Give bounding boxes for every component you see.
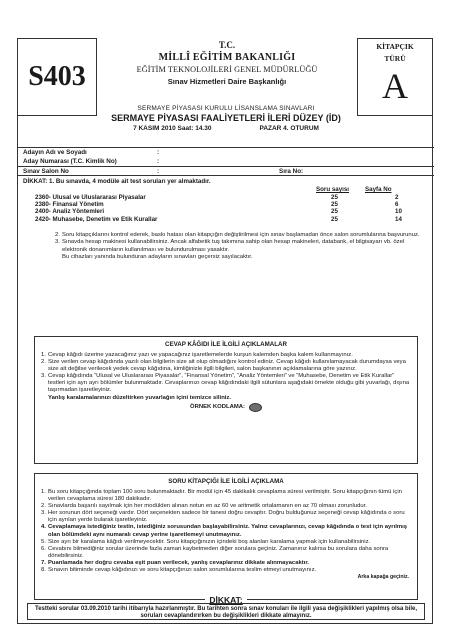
booklet-item-text: Bu soru kitapçığında toplam 100 soru bulunmaktadır. Bir modül için 45 dakikalık cevaplama süresi verilmiştir. Soru kitapçığının tümü için verilen cevaplama süresi 180 dakikadır. (48, 489, 402, 503)
exam-info (18, 105, 434, 132)
bottom-warning-text: Testteki sorular 03.09.2010 tarihi itibarıyla hazırlanmıştır. Bu tarihten sonra sınav konuları ile ilgili yasa değişiklikleri yapılmış olsa bile, soruları cevaplandırırken bu değişiklikleri dikkate almayınız. (34, 606, 418, 619)
directorate-name: EĞİTİM TEKNOLOJİLERİ GENEL MÜDÜRLÜĞÜ (136, 65, 318, 74)
candidate-hall-colon: : (157, 168, 160, 175)
booklet-info-item (41, 539, 411, 546)
seat-label: Sıra No: (279, 168, 304, 175)
header (102, 40, 352, 86)
booklet-info-item (41, 560, 411, 567)
candidate-name-colon: : (157, 149, 160, 156)
answer-sheet-item (41, 373, 411, 394)
top-note-number: 3. (55, 239, 60, 246)
exam-schedule (18, 125, 434, 132)
top-note (55, 232, 427, 239)
bottom-warning-box (27, 603, 425, 620)
booklet-item-number: 1. (41, 489, 46, 495)
example-coding (41, 403, 411, 412)
booklet-label-1: KİTAPÇIK (376, 42, 414, 51)
booklet-item-text: Puanlamada her doğru cevaba eşit puan verilecek, yanlış cevaplarınız dikkate alınmayacaktır. (48, 559, 309, 566)
header-tc: T.C. (218, 40, 236, 50)
module-page-number: 14 (395, 215, 402, 223)
module-page-number: 6 (395, 201, 399, 209)
answer-item-text: Size verilen cevap kâğıdında yazılı olan bilgilerin size ait olup olmadığını kontrol ediniz. Cevap kâğıdı kullanılamayacak durumdaysa veya size ait değilse verilecek yedek cevap kâğıdına, kimliğinizle ilgili bilgileri, salon başkanının açıklamalarına göre yazınız. (48, 359, 406, 373)
module-question-count: 25 (331, 201, 338, 209)
exam-date-time: 7 KASIM 2010 Saat: 14.30 (133, 125, 212, 132)
booklet-item-number: 7. (41, 559, 46, 566)
back-cover-note: Arka kapağa geçiniz. (357, 574, 409, 581)
warning-text: DİKKAT: 1. Bu sınavda, 4 modüle ait test soruları yer almaktadır. (23, 178, 211, 185)
booklet-info-title: SORU KİTAPÇIĞI İLE İLGİLİ AÇIKLAMA (168, 478, 284, 485)
module-question-count: 25 (331, 215, 338, 223)
module-page-number: 10 (395, 208, 402, 216)
top-notes (55, 232, 427, 262)
booklet-info-item (41, 503, 411, 510)
top-note-text: Bu cihazları yanında bulunduran adayların sınavları geçersiz sayılacaktır. (62, 254, 253, 261)
answer-sheet-items (41, 352, 411, 412)
filled-bubble-icon (249, 403, 262, 412)
candidate-hall-label: Sınav Salon No (23, 168, 69, 175)
module-row (18, 194, 434, 201)
top-note (55, 239, 427, 254)
module-row (18, 216, 434, 223)
top-note-text: Sınavda hesap makinesi kullanabilirsiniz. Ancak alfabetik tuş takımına sahip olan hesap makineleri, databank, el bilgisayarı vb. özel elektronik donanımların kullanılması ve bulundurulması yasaktır. (62, 239, 405, 253)
ministry-name: MİLLÎ EĞİTİM BAKANLIĞI (158, 52, 296, 63)
answer-item-number: 3. (41, 373, 46, 380)
questions-column-header: Soru sayısı (316, 186, 350, 193)
module-list-header (18, 186, 434, 194)
module-name: 2360- Ulusal ve Uluslararası Piyasalar (35, 194, 146, 201)
booklet-item-number: 5. (41, 538, 46, 545)
answer-sheet-item (41, 352, 411, 359)
candidate-name-label: Adayın Adı ve Soyadı (23, 149, 87, 156)
booklet-item-text: Sınavın bitiminde cevap kâğıdınızı ve soru kitapçığınızı salon sorumlularına teslim etmeyi unutmayınız. (48, 567, 317, 574)
top-note-number: 2. (55, 232, 60, 238)
module-question-count: 25 (331, 208, 338, 216)
answer-item-number: 1. (41, 352, 46, 358)
booklet-info-item (41, 489, 411, 503)
booklet-item-number: 4. (41, 524, 46, 531)
booklet-item-list (41, 489, 411, 574)
candidate-number-row (18, 157, 434, 166)
top-note-text: Soru kitapçıklarını kontrol ederek, baskı hatası olan kitapçığın değiştirilmesi için sınav başlamadan önce salon sorumlularına başvurunuz. (62, 232, 420, 238)
booklet-item-text: Cevabını bilmediğiniz sorular üzerinde fazla zaman kaybetmeden diğer sorulara geçiniz. Zamanınız kalırsa bu sorulara daha sonra dönebilirsiniz. (48, 545, 389, 559)
booklet-type-letter: A (382, 66, 408, 106)
exam-board: SERMAYE PİYASASI KURULU LİSANSLAMA SINAVLARI (137, 105, 315, 112)
module-row (18, 208, 434, 215)
booklet-item-number: 6. (41, 545, 46, 552)
candidate-name-row (18, 148, 434, 157)
answer-sheet-section (34, 336, 418, 464)
answer-item-number: 2. (41, 359, 46, 366)
answer-sheet-item (41, 359, 411, 373)
main-frame (17, 97, 433, 624)
booklet-info-item (41, 546, 411, 560)
answer-item-text: Cevap kâğıdı üzerine yazacağınız yazı ve yapacağınız işaretlemelerde kurşun kalemden başka kalem kullanmayınız. (48, 352, 353, 358)
booklet-item-text: Cevaplamaya istediğiniz testin, istediğiniz sorusundan başlayabilirsiniz. Yalnız cevaplarınızı, cevap kâğıdında o test için ayrılmış olan bölümdeki aynı numaralı cevap yerine işaretlemeyi unutmayınız. (48, 524, 408, 538)
module-name: 2420- Muhasebe, Denetim ve Etik Kurallar (35, 215, 158, 223)
exam-session: PAZAR 4. OTURUM (259, 125, 319, 132)
candidate-number-label: Aday Numarası (T.C. Kimlik No) (23, 158, 117, 165)
booklet-item-text: Her sorunun dört seçeneği vardır. Dört seçenekten sadece bir tanesi doğru cevaptır. Doğru bulduğunuz seçeneği cevap kâğıdında o soru için ayrılan yerde bularak işaretleyiniz. (48, 510, 405, 524)
module-question-count: 25 (331, 194, 338, 201)
example-coding-label: ÖRNEK KODLAMA: (190, 403, 245, 410)
booklet-label-2: TÜRÜ (384, 54, 406, 63)
booklet-item-number: 3. (41, 510, 46, 517)
exam-code: S403 (28, 61, 86, 92)
answer-item-text: Cevap kâğıdında “Ulusal ve Uluslararası Piyasalar”, “Finansal Yönetim”, “Analiz Yöntemleri” ve “Muhasebe, Denetim ve Etik Kurallar” testleri için ayrı ayrı bölümler bulunmaktadır. Cevaplarınızı cevap kâğıdındaki ilgili sütunlara aşağıdaki örnekte olduğu gibi yuvarlağı, dışına taşırmadan işaretleyiniz. (48, 373, 410, 394)
module-name: 2380- Finansal Yönetim (35, 201, 104, 209)
booklet-item-number: 8. (41, 567, 46, 574)
candidate-info (18, 147, 434, 176)
candidate-hall-row (18, 166, 434, 175)
module-rows (18, 194, 434, 223)
module-name: 2400- Analiz Yöntemleri (35, 208, 105, 216)
booklet-item-text: Size ayrı bir karalama kâğıdı verilmeyecektir. Soru kitapçığınızın içindeki boş alanları karalama yapmak için kullanabilirsiniz. (48, 538, 371, 545)
module-list (18, 186, 434, 223)
booklet-info-item (41, 567, 411, 574)
page-column-header: Sayfa No (365, 186, 392, 193)
top-note (55, 254, 427, 261)
answer-sheet-emphasis: Yanlış karalamalarınızı düzeltirken yuvarlağın içini temizce siliniz. (48, 394, 232, 401)
answer-item-list (41, 352, 411, 395)
booklet-info-item (41, 524, 411, 538)
bottom-warning-title-text: DİKKAT: (205, 595, 246, 605)
booklet-item-text: Sınavlarda başarılı sayılmak için her modülden alınan notun en az 60 ve aritmetik ortalamanın en az 70 olması zorunludur. (48, 503, 367, 510)
module-page-number: 2 (395, 194, 399, 201)
candidate-number-colon: : (157, 158, 160, 165)
department-name: Sınav Hizmetleri Daire Başkanlığı (167, 77, 287, 86)
exam-title: SERMAYE PİYASASI FAALİYETLERİ İLERİ DÜZEY (İD) (111, 113, 341, 123)
answer-sheet-title: CEVAP KÂĞIDI İLE İLGİLİ AÇIKLAMALAR (165, 341, 287, 348)
booklet-info-items (41, 489, 411, 581)
booklet-info-section (34, 473, 418, 600)
module-row (18, 201, 434, 208)
booklet-info-item (41, 510, 411, 524)
booklet-item-number: 2. (41, 503, 46, 510)
